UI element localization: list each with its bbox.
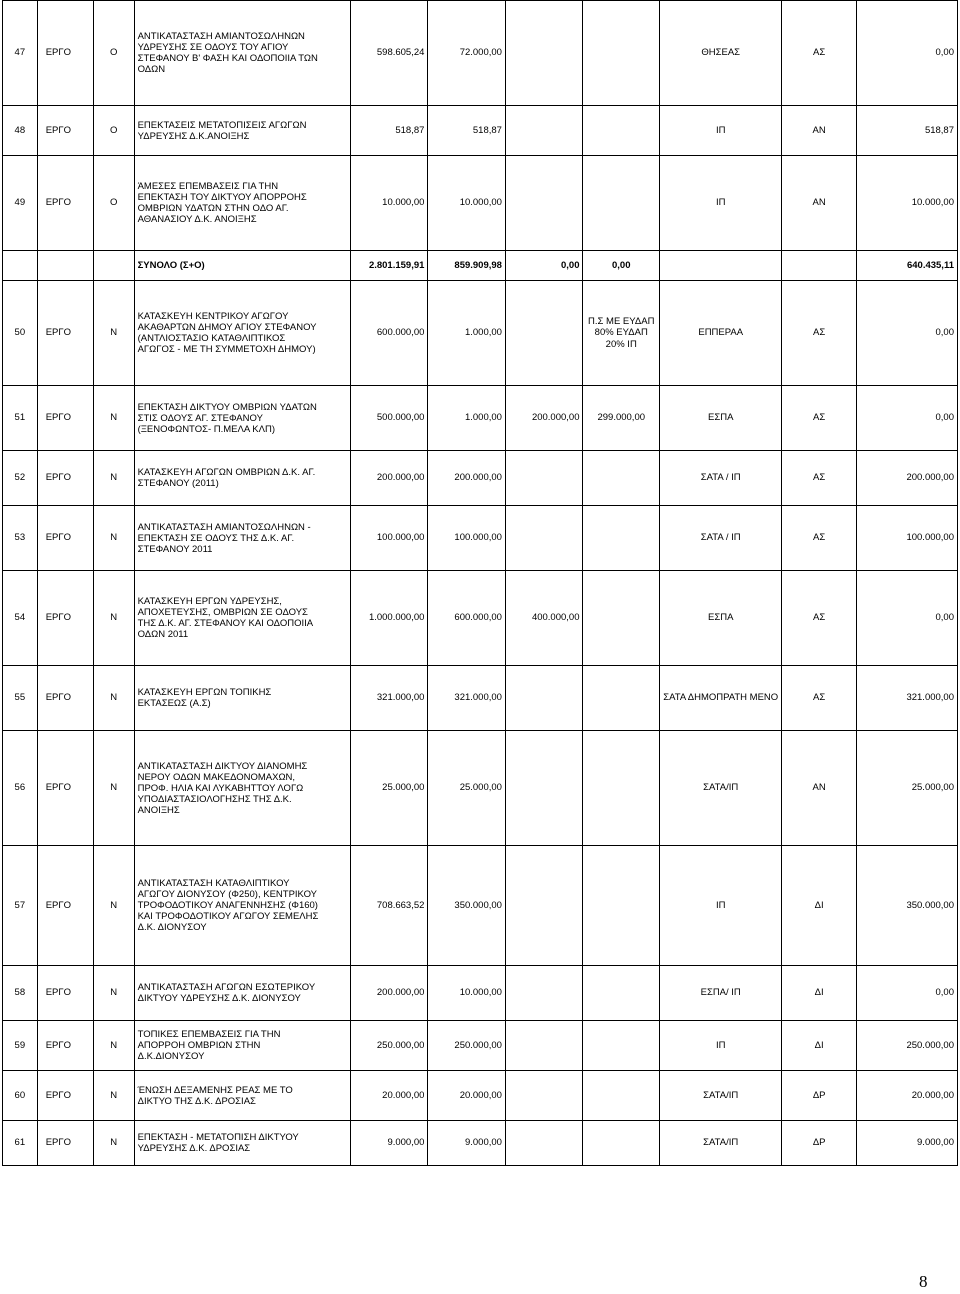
table-row — [3, 846, 958, 966]
work-kind-cell: Ν — [93, 966, 134, 1021]
current-amount-cell: 518,87 — [428, 106, 506, 156]
funding-amount-a-cell — [505, 106, 583, 156]
work-kind-cell: Ν — [93, 1021, 134, 1071]
work-kind-cell: Ο — [93, 156, 134, 251]
current-amount-cell: 859.909,98 — [428, 251, 506, 281]
table-row — [3, 106, 958, 156]
funding-amount-b-cell — [583, 731, 660, 846]
funding-source-cell: ΘΗΣΕΑΣ — [660, 1, 782, 106]
funding-source-cell: ΣΑΤΑ/ΙΠ — [660, 1121, 782, 1166]
funding-amount-b-cell — [583, 1121, 660, 1166]
funding-amount-b-cell — [583, 666, 660, 731]
status-code-cell: ΔΡ — [782, 1121, 856, 1166]
total-budget-cell: 250.000,00 — [350, 1021, 428, 1071]
work-type-cell: ΕΡΓΟ — [37, 386, 93, 451]
table-row — [3, 506, 958, 571]
funding-amount-a-cell: 200.000,00 — [505, 386, 583, 451]
row-number-cell: 61 — [3, 1121, 38, 1166]
row-number-cell: 48 — [3, 106, 38, 156]
remaining-amount-cell: 25.000,00 — [856, 731, 957, 846]
work-description-cell: ΚΑΤΑΣΚΕΥΗ ΑΓΩΓΩΝ ΟΜΒΡΙΩΝ Δ.Κ. ΑΓ. ΣΤΕΦΑΝΟΥ (2011) — [134, 451, 350, 506]
current-amount-cell: 250.000,00 — [428, 1021, 506, 1071]
funding-source-cell: ΙΠ — [660, 106, 782, 156]
row-number-cell: 52 — [3, 451, 38, 506]
row-number-cell: 59 — [3, 1021, 38, 1071]
current-amount-cell: 321.000,00 — [428, 666, 506, 731]
table-row — [3, 966, 958, 1021]
status-code-cell: ΑΝ — [782, 731, 856, 846]
funding-amount-b-cell — [583, 1, 660, 106]
funding-source-cell: ΙΠ — [660, 156, 782, 251]
funding-source-cell: ΙΠ — [660, 1021, 782, 1071]
funding-amount-a-cell — [505, 666, 583, 731]
work-type-cell: ΕΡΓΟ — [37, 506, 93, 571]
work-description-cell: ΤΟΠΙΚΕΣ ΕΠΕΜΒΑΣΕΙΣ ΓΙΑ ΤΗΝ ΑΠΟΡΡΟΗ ΟΜΒΡΙΩΝ ΣΤΗΝ Δ.Κ.ΔΙΟΝΥΣΟΥ — [134, 1021, 350, 1071]
work-kind-cell: Ν — [93, 731, 134, 846]
status-code-cell: ΑΣ — [782, 506, 856, 571]
funding-amount-b-cell — [583, 1021, 660, 1071]
work-type-cell: ΕΡΓΟ — [37, 666, 93, 731]
current-amount-cell: 25.000,00 — [428, 731, 506, 846]
current-amount-cell: 10.000,00 — [428, 156, 506, 251]
row-number-cell: 54 — [3, 571, 38, 666]
remaining-amount-cell: 10.000,00 — [856, 156, 957, 251]
work-type-cell: ΕΡΓΟ — [37, 1021, 93, 1071]
remaining-amount-cell: 518,87 — [856, 106, 957, 156]
remaining-amount-cell: 0,00 — [856, 966, 957, 1021]
work-type-cell: ΕΡΓΟ — [37, 156, 93, 251]
remaining-amount-cell: 0,00 — [856, 386, 957, 451]
current-amount-cell: 10.000,00 — [428, 966, 506, 1021]
work-description-cell: ΈΝΩΣΗ ΔΕΞΑΜΕΝΗΣ ΡΕΑΣ ΜΕ ΤΟ ΔΙΚΤΥΟ ΤΗΣ Δ.Κ. ΔΡΟΣΙΑΣ — [134, 1071, 350, 1121]
total-budget-cell: 321.000,00 — [350, 666, 428, 731]
row-number-cell: 47 — [3, 1, 38, 106]
funding-amount-b-cell — [583, 1071, 660, 1121]
table-row — [3, 731, 958, 846]
total-budget-cell: 2.801.159,91 — [350, 251, 428, 281]
funding-amount-b-cell — [583, 451, 660, 506]
current-amount-cell: 72.000,00 — [428, 1, 506, 106]
total-budget-cell: 1.000.000,00 — [350, 571, 428, 666]
funding-amount-a-cell — [505, 846, 583, 966]
work-kind-cell: Ν — [93, 666, 134, 731]
work-kind-cell: Ο — [93, 1, 134, 106]
work-type-cell: ΕΡΓΟ — [37, 731, 93, 846]
work-description-cell: ΚΑΤΑΣΚΕΥΗ ΕΡΓΩΝ ΤΟΠΙΚΗΣ ΕΚΤΑΣΕΩΣ (Α.Σ) — [134, 666, 350, 731]
remaining-amount-cell: 250.000,00 — [856, 1021, 957, 1071]
funding-amount-b-cell — [583, 156, 660, 251]
funding-amount-a-cell — [505, 1121, 583, 1166]
row-number-cell — [3, 251, 38, 281]
funding-amount-a-cell — [505, 506, 583, 571]
funding-amount-b-cell — [583, 506, 660, 571]
table-body — [3, 1, 958, 1166]
total-budget-cell: 10.000,00 — [350, 156, 428, 251]
work-description-cell: ΑΝΤΙΚΑΤΑΣΤΑΣΗ ΚΑΤΑΘΛΙΠΤΙΚΟΥ ΑΓΩΓΟΥ ΔΙΟΝΥΣΟΥ (Φ250), ΚΕΝΤΡΙΚΟΥ ΤΡΟΦΟΔΟΤΙΚΟΥ ΑΝΑΓΕΝΝΗΣΗΣ (Φ160) ΚΑΙ ΤΡΟΦΟΔΟΤΙΚΟΥ ΑΓΩΓΟΥ ΣΕΜΕΛΗΣ Δ.Κ. ΔΙΟΝΥΣΟΥ — [134, 846, 350, 966]
status-code-cell: ΔΙ — [782, 966, 856, 1021]
remaining-amount-cell: 100.000,00 — [856, 506, 957, 571]
funding-amount-a-cell — [505, 156, 583, 251]
work-description-cell: ΑΝΤΙΚΑΤΑΣΤΑΣΗ ΑΜΙΑΝΤΟΣΩΛΗΝΩΝ - ΕΠΕΚΤΑΣΗ ΣΕ ΟΔΟΥΣ ΤΗΣ Δ.Κ. ΑΓ. ΣΤΕΦΑΝΟΥ 2011 — [134, 506, 350, 571]
work-description-cell: ΕΠΕΚΤΑΣΕΙΣ ΜΕΤΑΤΟΠΙΣΕΙΣ ΑΓΩΓΩΝ ΥΔΡΕΥΣΗΣ Δ.Κ.ΑΝΟΙΞΗΣ — [134, 106, 350, 156]
funding-amount-a-cell — [505, 451, 583, 506]
funding-source-cell: ΣΑΤΑ/ΙΠ — [660, 731, 782, 846]
funding-source-cell: ΕΣΠΑ — [660, 571, 782, 666]
remaining-amount-cell: 350.000,00 — [856, 846, 957, 966]
status-code-cell: ΑΣ — [782, 666, 856, 731]
row-number-cell: 51 — [3, 386, 38, 451]
row-number-cell: 53 — [3, 506, 38, 571]
work-description-cell: ΕΠΕΚΤΑΣΗ ΔΙΚΤΥΟΥ ΟΜΒΡΙΩΝ ΥΔΑΤΩΝ ΣΤΙΣ ΟΔΟΥΣ ΑΓ. ΣΤΕΦΑΝΟΥ (ΞΕΝΟΦΩΝΤΟΣ- Π.ΜΕΛΑ ΚΛΠ) — [134, 386, 350, 451]
work-type-cell: ΕΡΓΟ — [37, 571, 93, 666]
table-row — [3, 451, 958, 506]
funding-amount-b-cell — [583, 846, 660, 966]
table-row — [3, 571, 958, 666]
current-amount-cell: 100.000,00 — [428, 506, 506, 571]
funding-amount-b-cell: 0,00 — [583, 251, 660, 281]
funding-source-cell: ΣΑΤΑ ΔΗΜΟΠΡΑΤΗ ΜΕΝΟ — [660, 666, 782, 731]
total-budget-cell: 20.000,00 — [350, 1071, 428, 1121]
work-kind-cell: Ν — [93, 846, 134, 966]
status-code-cell: ΑΣ — [782, 386, 856, 451]
work-kind-cell: Ν — [93, 506, 134, 571]
work-description-cell: ΚΑΤΑΣΚΕΥΗ ΚΕΝΤΡΙΚΟΥ ΑΓΩΓΟΥ ΑΚΑΘΑΡΤΩΝ ΔΗΜΟΥ ΑΓΙΟΥ ΣΤΕΦΑΝΟΥ (ΑΝΤΛΙΟΣΤΑΣΙΟ ΚΑΤΑΘΛΙΠΤΙΚΟΣ ΑΓΩΓΟΣ - ΜΕ ΤΗ ΣΥΜΜΕΤΟΧΗ ΔΗΜΟΥ) — [134, 281, 350, 386]
status-code-cell: ΑΣ — [782, 281, 856, 386]
work-kind-cell: Ν — [93, 386, 134, 451]
total-budget-cell: 200.000,00 — [350, 451, 428, 506]
funding-source-cell: ΕΠΠΕΡΑΑ — [660, 281, 782, 386]
row-number-cell: 49 — [3, 156, 38, 251]
total-budget-cell: 25.000,00 — [350, 731, 428, 846]
status-code-cell — [782, 251, 856, 281]
total-budget-cell: 100.000,00 — [350, 506, 428, 571]
work-type-cell — [37, 251, 93, 281]
funding-source-cell: ΕΣΠΑ/ ΙΠ — [660, 966, 782, 1021]
work-type-cell: ΕΡΓΟ — [37, 281, 93, 386]
page-number: 8 — [919, 1272, 928, 1291]
table-row — [3, 156, 958, 251]
funding-source-cell: ΕΣΠΑ — [660, 386, 782, 451]
funding-source-cell: ΙΠ — [660, 846, 782, 966]
funding-amount-b-cell — [583, 106, 660, 156]
current-amount-cell: 600.000,00 — [428, 571, 506, 666]
remaining-amount-cell: 9.000,00 — [856, 1121, 957, 1166]
current-amount-cell: 350.000,00 — [428, 846, 506, 966]
work-description-cell: ΑΝΤΙΚΑΤΑΣΤΑΣΗ ΔΙΚΤΥΟΥ ΔΙΑΝΟΜΗΣ ΝΕΡΟΥ ΟΔΩΝ ΜΑΚΕΔΟΝΟΜΑΧΩΝ, ΠΡΟΦ. ΗΛΙΑ ΚΑΙ ΛΥΚΑΒΗΤΤΟΥ ΛΟΓΩ ΥΠΟΔΙΑΣΤΑΣΙΟΛΟΓΗΣΗΣ ΤΗΣ Δ.Κ. ΑΝΟΙΞΗΣ — [134, 731, 350, 846]
remaining-amount-cell: 0,00 — [856, 1, 957, 106]
status-code-cell: ΑΝ — [782, 156, 856, 251]
work-kind-cell: Ν — [93, 571, 134, 666]
row-number-cell: 60 — [3, 1071, 38, 1121]
total-budget-cell: 200.000,00 — [350, 966, 428, 1021]
funding-amount-a-cell — [505, 1071, 583, 1121]
funding-source-cell: ΣΑΤΑ/ΙΠ — [660, 1071, 782, 1121]
table-row — [3, 1, 958, 106]
work-description-cell: ΑΝΤΙΚΑΤΑΣΤΑΣΗ ΑΓΩΓΩΝ ΕΣΩΤΕΡΙΚΟΥ ΔΙΚΤΥΟΥ ΥΔΡΕΥΣΗΣ Δ.Κ. ΔΙΟΝΥΣΟΥ — [134, 966, 350, 1021]
status-code-cell: ΑΣ — [782, 1, 856, 106]
status-code-cell: ΑΣ — [782, 451, 856, 506]
funding-source-cell: ΣΑΤΑ / ΙΠ — [660, 506, 782, 571]
table-row — [3, 1071, 958, 1121]
table-row — [3, 251, 958, 281]
remaining-amount-cell: 200.000,00 — [856, 451, 957, 506]
funding-amount-b-cell — [583, 571, 660, 666]
row-number-cell: 57 — [3, 846, 38, 966]
work-kind-cell: Ν — [93, 1071, 134, 1121]
work-kind-cell: Ο — [93, 106, 134, 156]
funding-amount-b-cell — [583, 966, 660, 1021]
work-type-cell: ΕΡΓΟ — [37, 106, 93, 156]
work-type-cell: ΕΡΓΟ — [37, 846, 93, 966]
total-budget-cell: 598.605,24 — [350, 1, 428, 106]
status-code-cell: ΔΙ — [782, 846, 856, 966]
current-amount-cell: 20.000,00 — [428, 1071, 506, 1121]
total-budget-cell: 500.000,00 — [350, 386, 428, 451]
row-number-cell: 56 — [3, 731, 38, 846]
work-kind-cell — [93, 251, 134, 281]
status-code-cell: ΔΙ — [782, 1021, 856, 1071]
table-row — [3, 1021, 958, 1071]
funding-amount-a-cell — [505, 281, 583, 386]
funding-amount-a-cell — [505, 1, 583, 106]
current-amount-cell: 1.000,00 — [428, 281, 506, 386]
row-number-cell: 50 — [3, 281, 38, 386]
funding-amount-a-cell: 0,00 — [505, 251, 583, 281]
work-type-cell: ΕΡΓΟ — [37, 1121, 93, 1166]
work-description-cell: ΕΠΕΚΤΑΣΗ - ΜΕΤΑΤΟΠΙΣΗ ΔΙΚΤΥΟΥ ΥΔΡΕΥΣΗΣ Δ.Κ. ΔΡΟΣΙΑΣ — [134, 1121, 350, 1166]
remaining-amount-cell: 0,00 — [856, 571, 957, 666]
remaining-amount-cell: 0,00 — [856, 281, 957, 386]
total-budget-cell: 9.000,00 — [350, 1121, 428, 1166]
work-type-cell: ΕΡΓΟ — [37, 966, 93, 1021]
row-number-cell: 55 — [3, 666, 38, 731]
status-code-cell: ΔΡ — [782, 1071, 856, 1121]
row-number-cell: 58 — [3, 966, 38, 1021]
current-amount-cell: 1.000,00 — [428, 386, 506, 451]
current-amount-cell: 200.000,00 — [428, 451, 506, 506]
current-amount-cell: 9.000,00 — [428, 1121, 506, 1166]
work-description-cell: ΆΜΕΣΕΣ ΕΠΕΜΒΑΣΕΙΣ ΓΙΑ ΤΗΝ ΕΠΕΚΤΑΣΗ ΤΟΥ ΔΙΚΤΥΟΥ ΑΠΟΡΡΟΗΣ ΟΜΒΡΙΩΝ ΥΔΑΤΩΝ ΣΤΗΝ ΟΔΟ ΑΓ. ΑΘΑΝΑΣΙΟΥ Δ.Κ. ΑΝΟΙΞΗΣ — [134, 156, 350, 251]
remaining-amount-cell: 640.435,11 — [856, 251, 957, 281]
funding-amount-a-cell: 400.000,00 — [505, 571, 583, 666]
table-row — [3, 666, 958, 731]
work-kind-cell: Ν — [93, 281, 134, 386]
funding-amount-a-cell — [505, 731, 583, 846]
table-row — [3, 386, 958, 451]
budget-table — [2, 0, 958, 1166]
work-type-cell: ΕΡΓΟ — [37, 1, 93, 106]
status-code-cell: ΑΣ — [782, 571, 856, 666]
work-description-cell: ΣΥΝΟΛΟ (Σ+Ο) — [134, 251, 350, 281]
funding-amount-a-cell — [505, 966, 583, 1021]
table-row — [3, 1121, 958, 1166]
total-budget-cell: 518,87 — [350, 106, 428, 156]
work-type-cell: ΕΡΓΟ — [37, 1071, 93, 1121]
work-kind-cell: Ν — [93, 1121, 134, 1166]
funding-source-cell: ΣΑΤΑ / ΙΠ — [660, 451, 782, 506]
work-description-cell: ΚΑΤΑΣΚΕΥΗ ΕΡΓΩΝ ΥΔΡΕΥΣΗΣ, ΑΠΟΧΕΤΕΥΣΗΣ, ΟΜΒΡΙΩΝ ΣΕ ΟΔΟΥΣ ΤΗΣ Δ.Κ. ΑΓ. ΣΤΕΦΑΝΟΥ ΚΑΙ ΟΔΟΠΟΙΙΑ ΟΔΩΝ 2011 — [134, 571, 350, 666]
work-kind-cell: Ν — [93, 451, 134, 506]
remaining-amount-cell: 321.000,00 — [856, 666, 957, 731]
total-budget-cell: 708.663,52 — [350, 846, 428, 966]
funding-source-cell — [660, 251, 782, 281]
total-budget-cell: 600.000,00 — [350, 281, 428, 386]
funding-amount-b-cell: 299.000,00 — [583, 386, 660, 451]
funding-amount-b-cell: Π.Σ ΜΕ ΕΥΔΑΠ 80% ΕΥΔΑΠ 20% ΙΠ — [583, 281, 660, 386]
table-row — [3, 281, 958, 386]
remaining-amount-cell: 20.000,00 — [856, 1071, 957, 1121]
status-code-cell: ΑΝ — [782, 106, 856, 156]
work-description-cell: ΑΝΤΙΚΑΤΑΣΤΑΣΗ ΑΜΙΑΝΤΟΣΩΛΗΝΩΝ ΥΔΡΕΥΣΗΣ ΣΕ ΟΔΟΥΣ ΤΟΥ ΑΓΙΟΥ ΣΤΕΦΑΝΟΥ Β' ΦΑΣΗ ΚΑΙ ΟΔΟΠΟΙΙΑ ΤΩΝ ΟΔΩΝ — [134, 1, 350, 106]
work-type-cell: ΕΡΓΟ — [37, 451, 93, 506]
funding-amount-a-cell — [505, 1021, 583, 1071]
